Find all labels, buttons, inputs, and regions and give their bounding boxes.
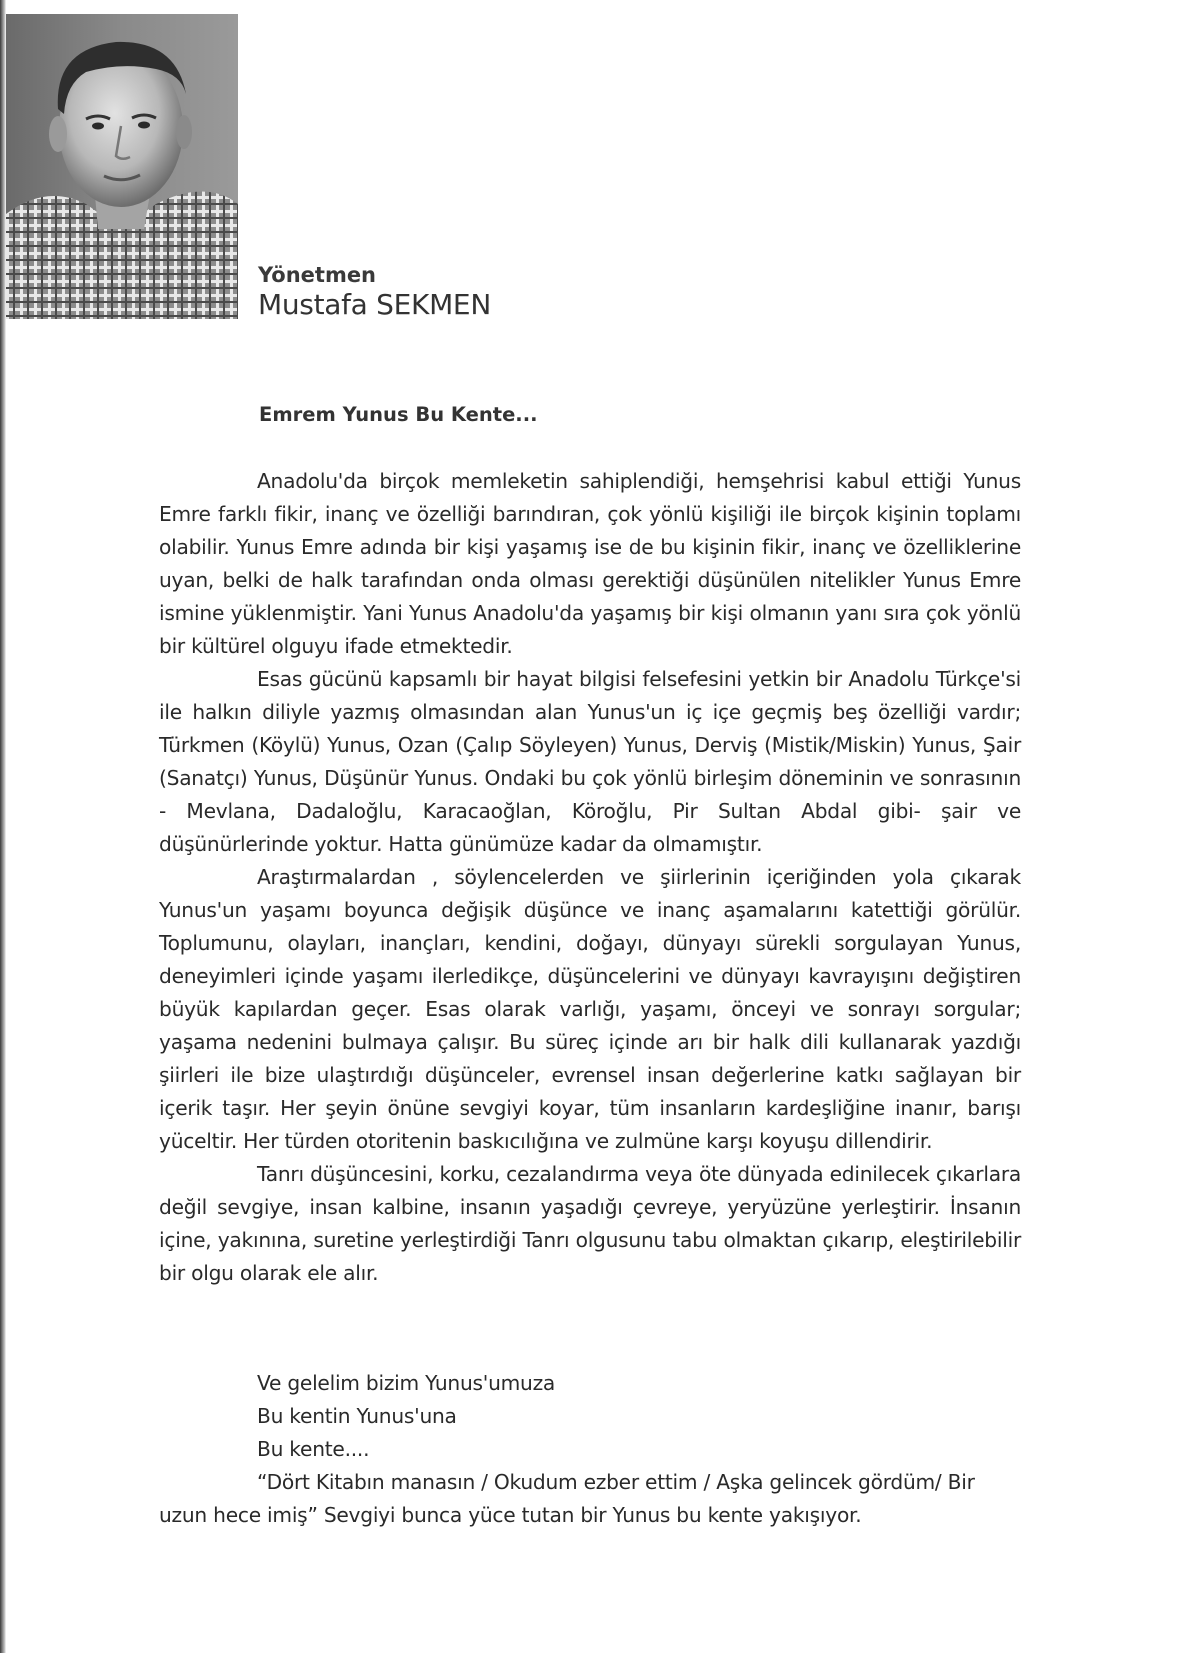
closing-line: Ve gelelim bizim Yunus'umuza <box>257 1371 556 1395</box>
director-caption <box>258 262 491 322</box>
director-portrait <box>6 14 238 319</box>
closing-line: Bu kentin Yunus'una <box>257 1404 457 1428</box>
closing-section <box>159 1367 1021 1532</box>
closing-line: Bu kente.... <box>257 1437 370 1461</box>
closing-quote: “Dört Kitabın manasın / Okudum ezber ettim / Aşka gelincek gördüm/ Bir uzun hece imiş” Sevgiyi bunca yüce tutan bir Yunus bu kente yakışıyor. <box>159 1470 975 1527</box>
paragraph: Esas gücünü kapsamlı bir hayat bilgisi felsefesini yetkin bir Anadolu Türkçe'si ile halkın diliyle yazmış olmasından alan Yunus'un iç içe geçmiş beş özelliği vardır; Türkmen (Köylü) Yunus, Ozan (Çalıp Söyleyen) Yunus, Derviş (Mistik/Miskin) Yunus, Şair (Sanatçı) Yunus, Düşünür Yunus. Ondaki bu çok yönlü birleşim döneminin ve sonrasının - Mevlana, Dadaloğlu, Karacaoğlan, Köroğlu, Pir Sultan Abdal gibi- şair ve düşünürlerinde yoktur. Hatta günümüze kadar da olmamıştır. <box>159 667 1021 856</box>
paragraph: Anadolu'da birçok memleketin sahiplendiği, hemşehrisi kabul ettiği Yunus Emre farklı fikir, inanç ve özelliği barındıran, çok yönlü kişiliği ile birçok kişinin toplamı olabilir. Yunus Emre adında bir kişi yaşamış ise de bu kişinin fikir, inanç ve özelliklerine uyan, belki de halk tarafından onda olması gerektiği düşünülen nitelikler Yunus Emre ismine yüklenmiştir. Yani Yunus Anadolu'da yaşamış bir kişi olmanın yanı sıra çok yönlü bir kültürel olguyu ifade etmektedir. <box>159 469 1021 658</box>
director-name: Mustafa SEKMEN <box>258 288 491 321</box>
article-title: Emrem Yunus Bu Kente... <box>259 403 538 426</box>
article-body <box>159 465 1021 1290</box>
director-role: Yönetmen <box>258 263 377 287</box>
paragraph: Araştırmalardan , söylencelerden ve şiirlerinin içeriğinden yola çıkarak Yunus'un yaşamı boyunca değişik düşünce ve inanç aşamalarını katettiği görülür. Toplumunu, olayları, inançları, kendini, doğayı, dünyayı sürekli sorgulayan Yunus, deneyimleri içinde yaşamı ilerledikçe, düşüncelerini ve dünyayı kavrayışını değiştiren büyük kapılardan geçer. Esas olarak varlığı, yaşamı, önceyi ve sonrayı sorgular; yaşama nedenini bulmaya çalışır. Bu süreç içinde arı bir halk dili kullanarak yazdığı şiirleri ile bize ulaştırdığı düşünceler, evrensel insan değerlerine katkı sağlayan bir içerik taşır. Her şeyin önüne sevgiyi koyar, tüm insanların kardeşliğine inanır, barışı yüceltir. Her türden otoritenin baskıcılığına ve zulmüne karşı koyuşu dillendirir. <box>159 865 1021 1153</box>
paragraph: Tanrı düşüncesini, korku, cezalandırma veya öte dünyada edinilecek çıkarlara değil sevgiye, insan kalbine, insanın yaşadığı çevreye, yeryüzüne yerleştirir. İnsanın içine, yakınına, suretine yerleştirdiği Tanrı olgusunu tabu olmaktan çıkarıp, eleştirilebilir bir olgu olarak ele alır. <box>159 1162 1021 1285</box>
